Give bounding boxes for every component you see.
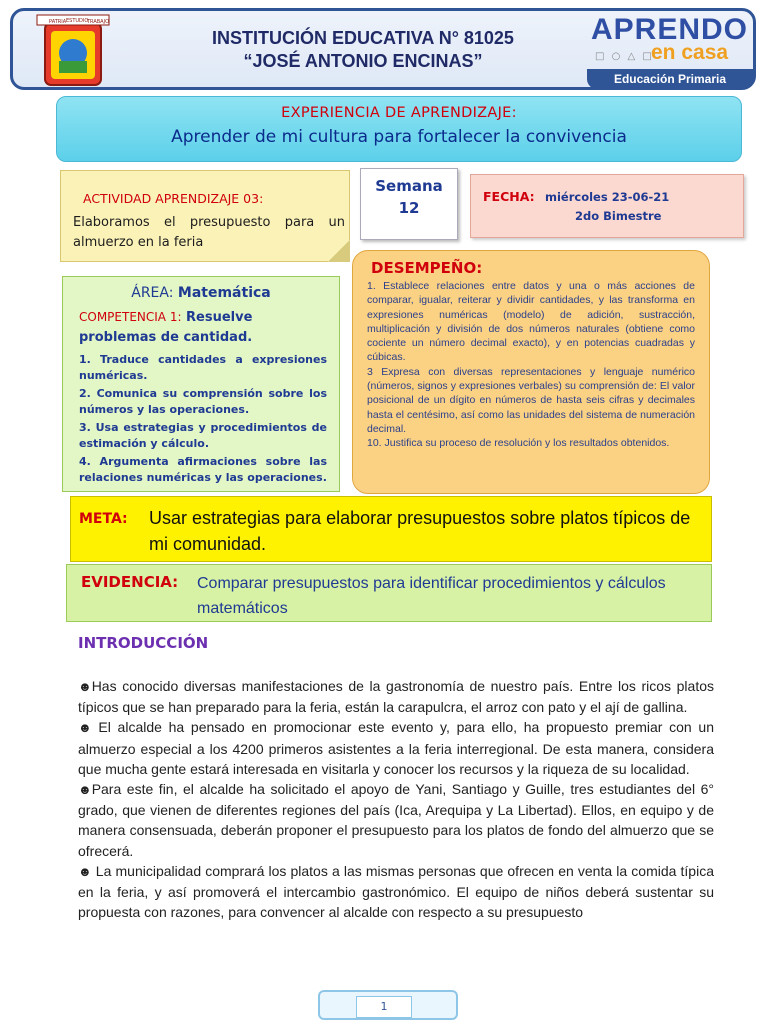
brand-title: APRENDO (591, 13, 749, 46)
page-number: 1 (356, 996, 412, 1018)
aprendo-en-casa-logo (587, 13, 755, 89)
school-line-2: “JOSÉ ANTONIO ENCINAS” (243, 51, 483, 71)
performance-box (352, 250, 710, 494)
goal-text: Usar estrategias para elaborar presupuestos sobre platos típicos de mi comunidad. (149, 508, 691, 554)
intro-text: Has conocido diversas manifestaciones de la gastronomía de nuestro país. Entre los ricos platos típicos que se han preparado para la feria, están la carapulcra, el arroz con pato y el ají de gallina. (78, 678, 714, 716)
competency-label: COMPETENCIA 1: (79, 310, 182, 324)
bimester-value: 2do Bimestre (575, 209, 662, 223)
goal-box (70, 496, 712, 562)
intro-paragraph (78, 779, 714, 861)
area-label: ÁREA: (131, 285, 174, 301)
brand-level-bar: Educación Primaria (587, 69, 753, 89)
date-box (470, 174, 744, 238)
smiley-bullet-icon: ☻ (78, 863, 92, 879)
performance-item: 10. Justifica su proceso de resolución y los resultados obtenidos. (367, 437, 670, 450)
competency-text: Resuelve problemas de cantidad. (79, 310, 253, 345)
brand-subtitle: en casa (651, 41, 729, 64)
intro-paragraph (78, 676, 714, 717)
capacity-item: 2. Comunica su comprensión sobre los números y las operaciones. (79, 387, 327, 416)
competency (79, 307, 327, 348)
goal-label: META: (79, 511, 128, 527)
page-curl-icon (328, 240, 350, 262)
capacities-list (79, 352, 327, 486)
week-label: Semana (375, 177, 443, 195)
capacity-item: 3. Usa estrategias y procedimientos de estimación y cálculo. (79, 421, 327, 450)
week-box (360, 168, 458, 240)
area-heading (63, 285, 339, 301)
activity-text: Elaboramos el presupuesto para un almuerzo en la feria (73, 215, 345, 250)
smiley-bullet-icon: ☻ (78, 782, 92, 798)
school-name (133, 27, 593, 73)
crest-banner-right: TRABAJO (87, 19, 110, 25)
performance-title: DESEMPEÑO: (371, 259, 483, 277)
evidence-text: Comparar presupuestos para identificar procedimientos y cálculos matemáticos (197, 575, 666, 617)
activity-scroll (60, 170, 350, 262)
experience-title: Aprender de mi cultura para fortalecer la convivencia (171, 127, 627, 147)
capacity-item: 4. Argumenta afirmaciones sobre las relaciones numéricas y las operaciones. (79, 455, 327, 484)
header-banner (10, 8, 756, 90)
school-line-1: INSTITUCIÓN EDUCATIVA N° 81025 (212, 28, 514, 48)
intro-list (78, 676, 714, 922)
date-value: miércoles 23-06-21 (545, 190, 670, 204)
crest-banner-mid: ESTUDIO (66, 18, 89, 24)
intro-paragraph (78, 717, 714, 779)
crest-banner-left: PATRIA (49, 19, 67, 25)
smiley-bullet-icon: ☻ (78, 720, 92, 736)
activity-label: ACTIVIDAD APRENDIZAJE 03: (83, 191, 264, 206)
experience-box (56, 96, 742, 162)
capacity-item: 1. Traduce cantidades a expresiones numéricas. (79, 353, 327, 382)
intro-text: El alcalde ha pensado en promocionar este evento y, para ello, ha propuesto premiar con un almuerzo especial a los 4200 primeros asistentes a la feria interregional. De esta manera, considera que mucha gente estará interesada en visitarla y conocer los recursos y la riqueza de su localidad. (78, 719, 714, 777)
performance-list (367, 279, 695, 451)
evidence-box (66, 564, 712, 622)
intro-text: La municipalidad comprará los platos a las mismas personas que ofrecen en venta la comida típica en la feria, y así promoverá el intercambio gastronómico. El equipo de niños deberá sustentar su propuesta con razones, para convencer al alcalde con respecto a su presupuesto (78, 862, 714, 921)
school-crest-icon (35, 13, 111, 89)
brand-dots-icon: □ ○ △ □ (595, 51, 654, 62)
performance-item: 1. Establece relaciones entre datos y una o más acciones de comparar, igualar, reiterar y dividir cantidades, y las transforma en expresiones numéricas (modelo) de adición, sustracción, multiplicación y división de dos números naturales (obtiene como cociente un número decimal exacto), y en potencias cuadradas y cúbicas. (367, 280, 695, 364)
intro-title: INTRODUCCIÓN (78, 634, 209, 652)
area-value: Matemática (177, 285, 271, 301)
date-label: FECHA: (483, 189, 535, 204)
intro-paragraph (78, 861, 714, 923)
evidence-label: EVIDENCIA: (81, 573, 179, 591)
performance-item: 3 Expresa con diversas representaciones y lenguaje numérico (números, signos y expresiones verbales) su comprensión de: El valor posicional de un dígito en números de hasta seis cifras y decimales hasta el centésimo, así como las unidades del sistema de numeración decimal. (367, 365, 695, 435)
experience-label: EXPERIENCIA DE APRENDIZAJE: (281, 105, 517, 121)
intro-text: Para este fin, el alcalde ha solicitado el apoyo de Yani, Santiago y Guille, tres estudiantes del 6° grado, que vienen de diferentes regiones del país (Ica, Arequipa y La Libertad). Ellos, en equipo y de manera consensuada, deberán proponer el presupuesto para los platos de fondo del almuerzo que se ofrecerá. (78, 781, 714, 859)
smiley-bullet-icon: ☻ (78, 679, 92, 694)
area-scroll (62, 276, 340, 492)
week-number: 12 (398, 199, 420, 217)
